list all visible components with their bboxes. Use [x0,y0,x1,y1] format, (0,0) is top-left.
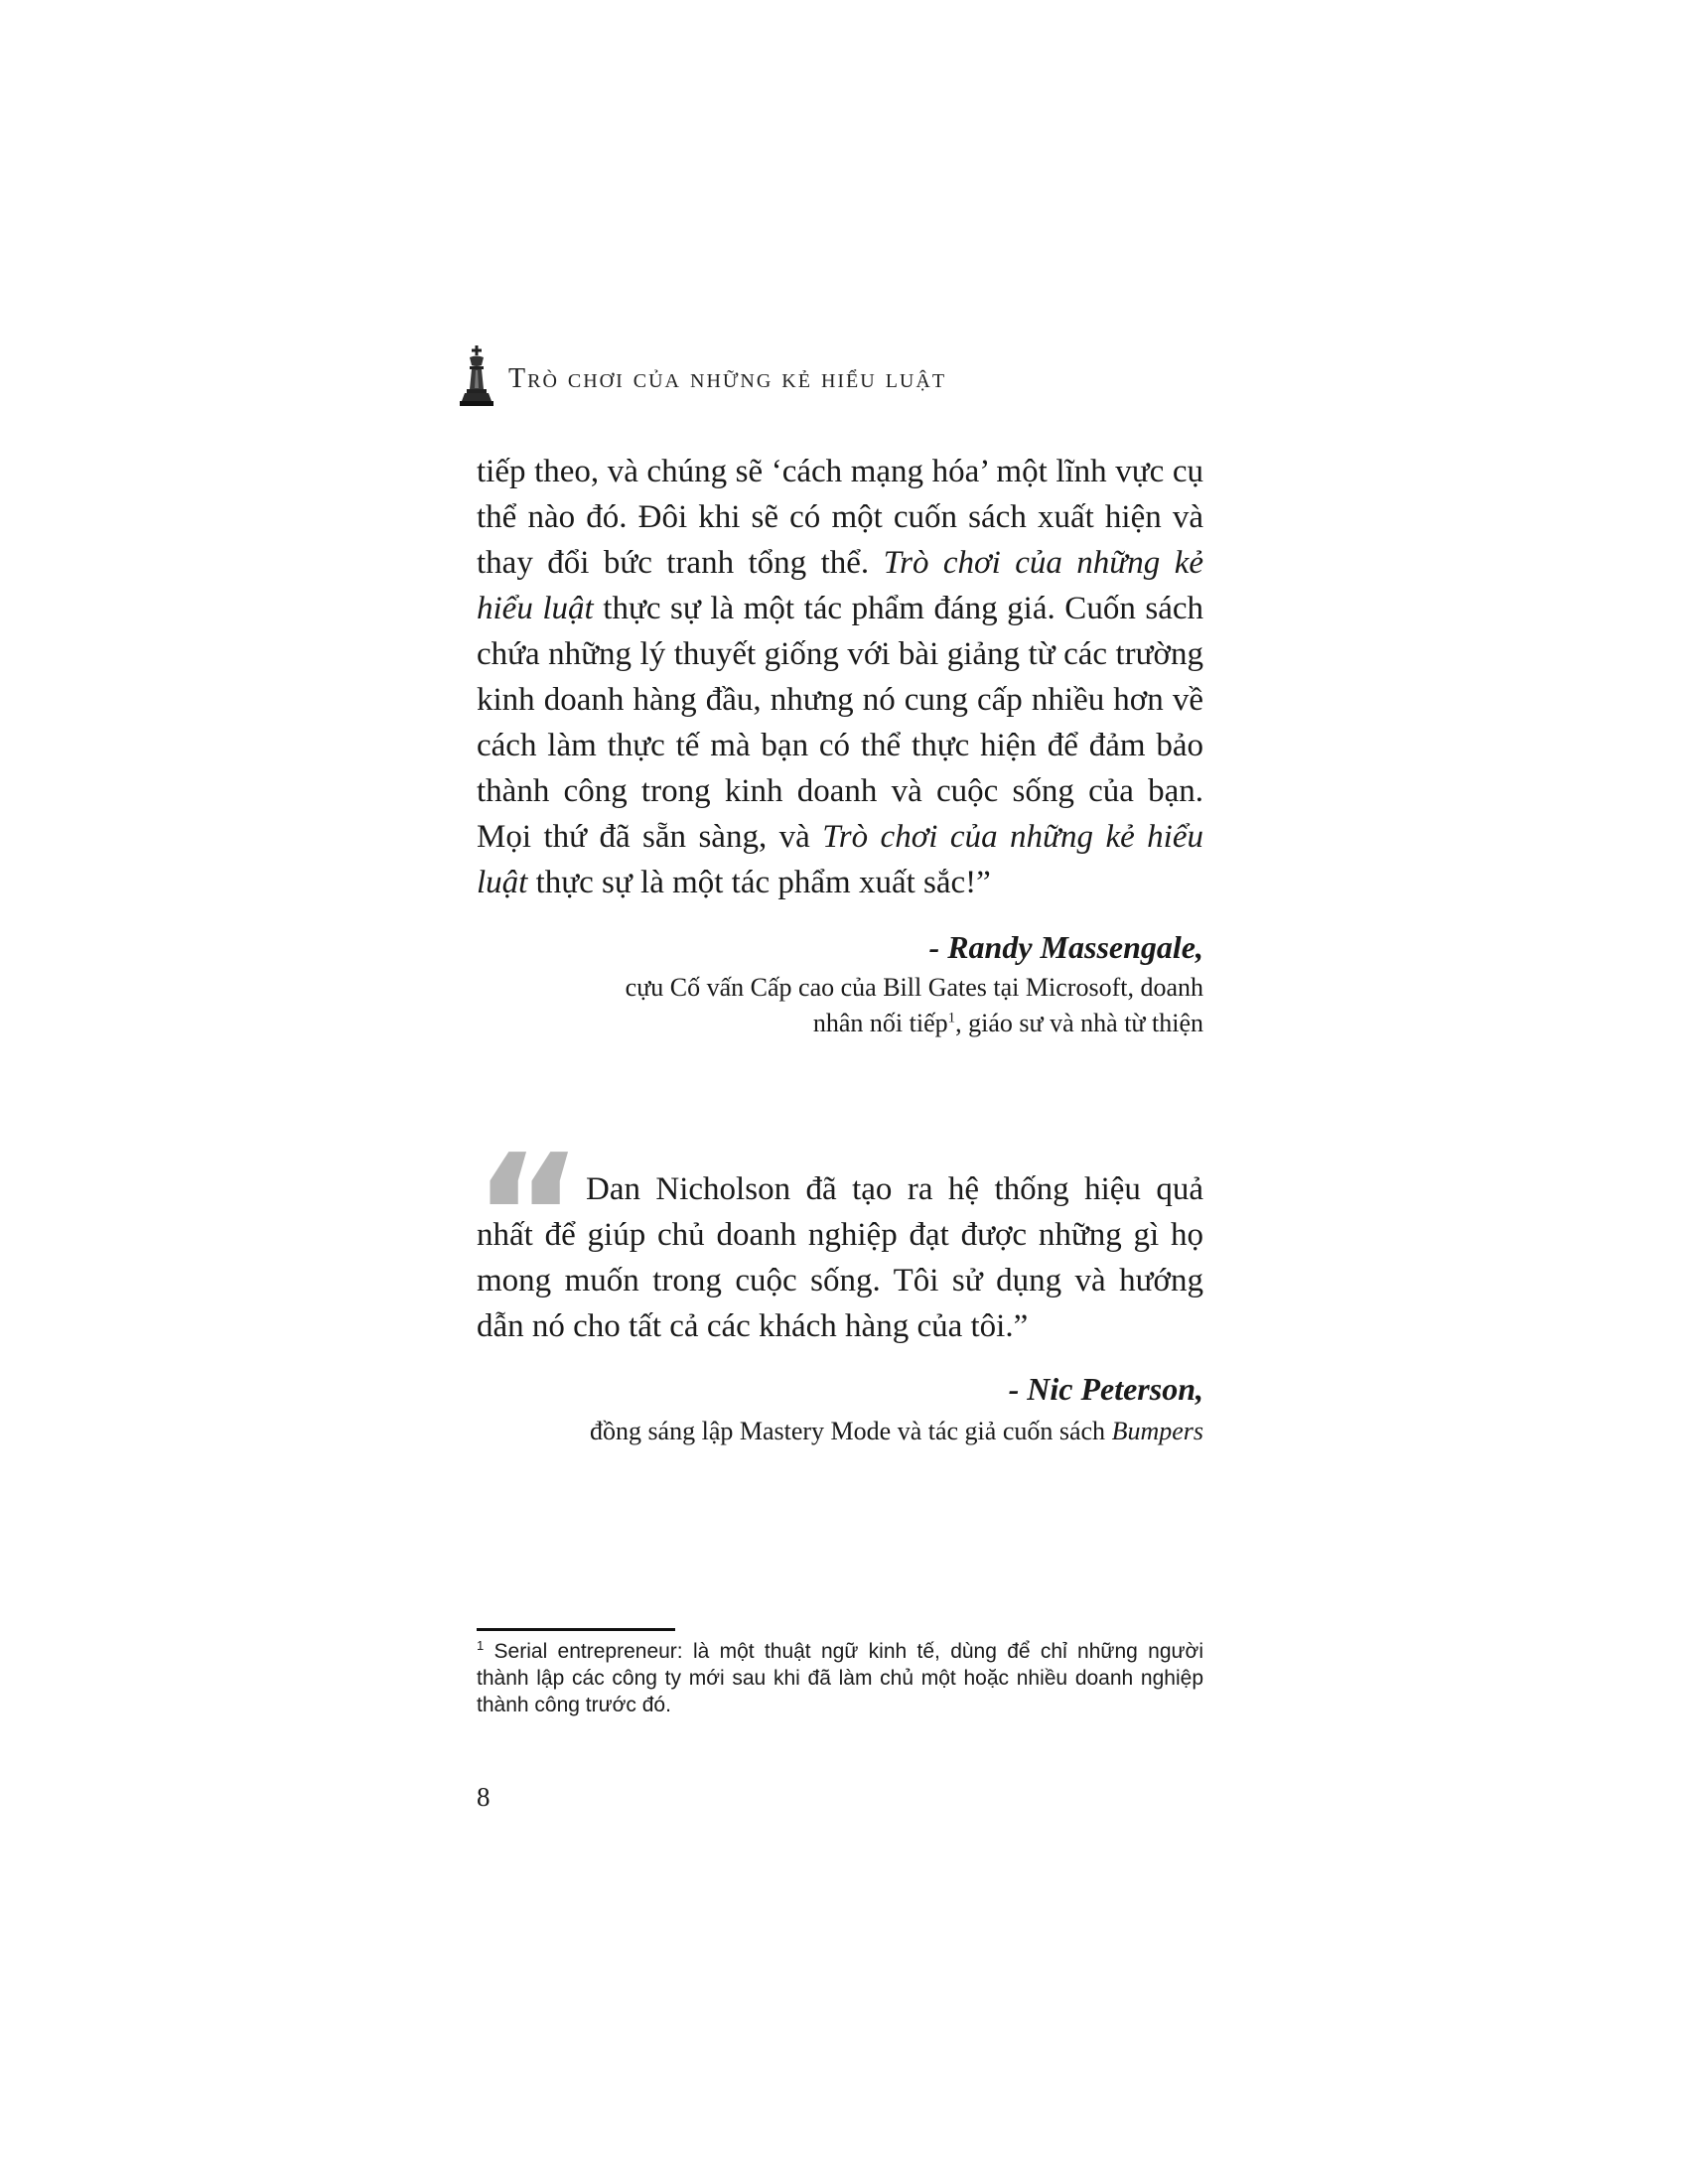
testimonial-2-author: - Nic Peterson, [1008,1371,1203,1407]
page-number: 8 [477,1782,491,1812]
testimonial-1-text: tiếp theo, và chúng sẽ ‘cách mạng hóa’ một lĩnh vực cụ thể nào đó. Đôi khi sẽ có một cuốn sách xuất hiện và thay đổi bức tranh tổng thể. Trò chơi của những kẻ hiểu luật thực sự là một tác phẩm đáng giá. Cuốn sách chứa những lý thuyết giống với bài giảng từ các trường kinh doanh hàng đầu, nhưng nó cung cấp nhiều hơn về cách làm thực tế mà bạn có thể thực hiện để đảm bảo thành công trong kinh doanh và cuộc sống của bạn. Mọi thứ đã sẵn sàng, và Trò chơi của những kẻ hiểu luật thực sự là một tác phẩm xuất sắc!” [477,454,1204,900]
chess-king-icon [457,345,496,407]
running-header [457,345,1251,409]
testimonial-2-text: Dan Nicholson đã tạo ra hệ thống hiệu quả nhất để giúp chủ doanh nghiệp đạt được những gì họ mong muốn trong cuộc sống. Tôi sử dụng và hướng dẫn nó cho tất cả các khách hàng của tôi.” [477,1171,1203,1344]
footnote: $^1$ Serial entrepreneur: là một thuật ngữ kinh tế, dùng để chỉ những người thành lập các công ty mới sau khi đã làm chủ một hoặc nhiều doanh nghiệp thành công trước đó. [477,1638,1203,1716]
testimonial-2-author-desc: đồng sáng lập Mastery Mode và tác giả cuốn sách Bumpers [589,1417,1203,1445]
footnote-divider [477,1628,675,1631]
footnote-ref: 1 [947,1010,956,1026]
testimonial-1-author-desc: cựu Cố vấn Cấp cao của Bill Gates tại Microsoft, doanh nhân nối tiếp$^1$, giáo sư và nhà từ thiện [625,973,1203,1037]
running-header-title: Trò chơi của những kẻ hiểu luật [508,363,947,394]
testimonial-1-author: - Randy Massengale, [928,929,1203,965]
quote-mark-icon: “ [473,1119,584,1315]
book-title-italic: Trò chơi của những kẻ hiểu luật [477,545,1203,626]
testimonial-2 [473,1119,1203,1449]
testimonial-1 [477,449,1203,1041]
book-title-italic: Trò chơi của những kẻ hiểu luật [477,819,1203,900]
